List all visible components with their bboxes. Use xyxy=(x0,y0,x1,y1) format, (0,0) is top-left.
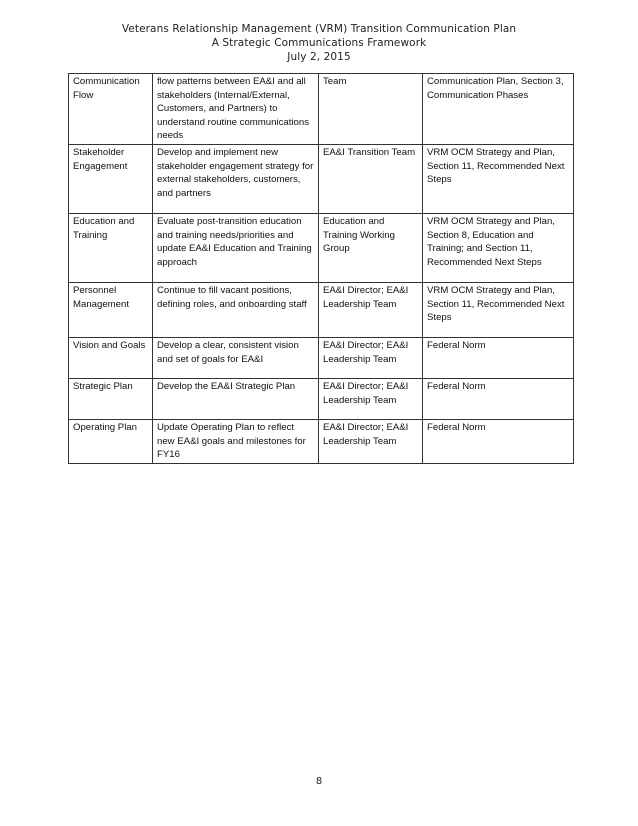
communication-plan-table xyxy=(68,73,574,464)
owner-cell: Team xyxy=(319,74,423,145)
activity-cell: Personnel Management xyxy=(69,282,153,337)
description-cell: Develop and implement new stakeholder engagement strategy for external stakeholders, customers, and partners xyxy=(153,144,319,213)
description-cell: Evaluate post-transition education and training needs/priorities and update EA&I Education and Training approach xyxy=(153,213,319,282)
description-cell: Continue to fill vacant positions, defining roles, and onboarding staff xyxy=(153,282,319,337)
table-row xyxy=(69,282,574,337)
header-title: Veterans Relationship Management (VRM) Transition Communication Plan xyxy=(121,23,517,35)
table-row xyxy=(69,213,574,282)
description-cell: Develop a clear, consistent vision and set of goals for EA&I xyxy=(153,337,319,378)
table-row xyxy=(69,419,574,463)
reference-cell: VRM OCM Strategy and Plan, Section 11, Recommended Next Steps xyxy=(423,144,574,213)
activity-cell: Education and Training xyxy=(69,213,153,282)
description-cell: Update Operating Plan to reflect new EA&I goals and milestones for FY16 xyxy=(153,419,319,463)
owner-cell: Education and Training Working Group xyxy=(319,213,423,282)
owner-cell: EA&I Director; EA&I Leadership Team xyxy=(319,282,423,337)
reference-cell: Federal Norm xyxy=(423,378,574,419)
reference-cell: VRM OCM Strategy and Plan, Section 11, Recommended Next Steps xyxy=(423,282,574,337)
description-cell: flow patterns between EA&I and all stakeholders (Internal/External, Customers, and Partners) to understand routine communications needs xyxy=(153,74,319,145)
header-date: July 2, 2015 xyxy=(287,51,351,63)
page-number: 8 xyxy=(315,776,323,787)
description-cell: Develop the EA&I Strategic Plan xyxy=(153,378,319,419)
owner-cell: EA&I Director; EA&I Leadership Team xyxy=(319,378,423,419)
owner-cell: EA&I Transition Team xyxy=(319,144,423,213)
table-row xyxy=(69,378,574,419)
table-row xyxy=(69,144,574,213)
reference-cell: Communication Plan, Section 3, Communication Phases xyxy=(423,74,574,145)
reference-cell: VRM OCM Strategy and Plan, Section 8, Education and Training; and Section 11, Recommended Next Steps xyxy=(423,213,574,282)
reference-cell: Federal Norm xyxy=(423,337,574,378)
activity-cell: Operating Plan xyxy=(69,419,153,463)
owner-cell: EA&I Director; EA&I Leadership Team xyxy=(319,419,423,463)
table-row xyxy=(69,74,574,145)
document-header xyxy=(0,22,638,64)
table-row xyxy=(69,337,574,378)
reference-cell: Federal Norm xyxy=(423,419,574,463)
activity-cell: Vision and Goals xyxy=(69,337,153,378)
activity-cell: Stakeholder Engagement xyxy=(69,144,153,213)
owner-cell: EA&I Director; EA&I Leadership Team xyxy=(319,337,423,378)
header-subtitle: A Strategic Communications Framework xyxy=(211,37,427,49)
activity-cell: Strategic Plan xyxy=(69,378,153,419)
activity-cell: Communication Flow xyxy=(69,74,153,145)
